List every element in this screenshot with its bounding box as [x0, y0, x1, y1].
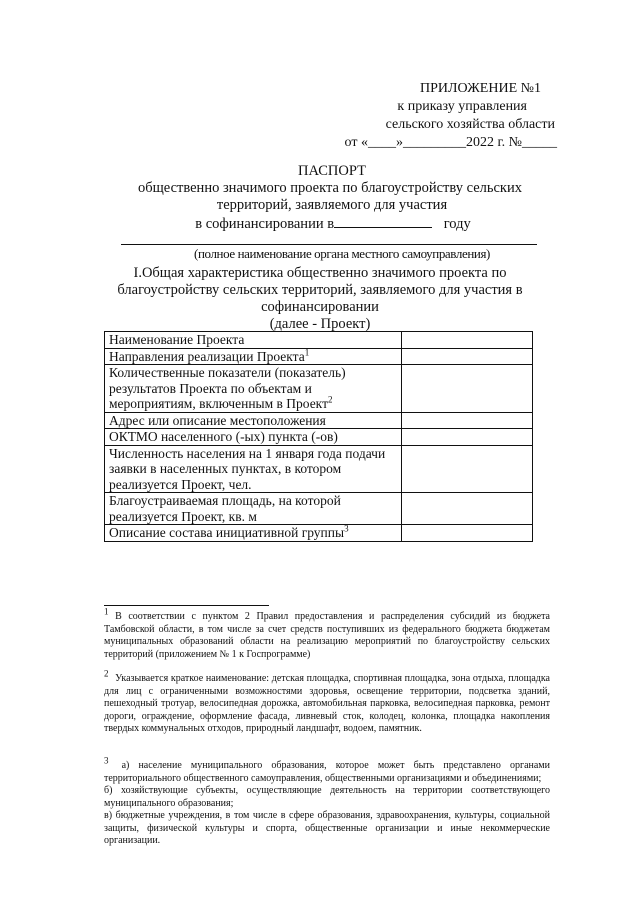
row-label-text: Количественные показатели (показатель) результатов Проекта по объектам и мероприятиям, включенным в Проект [109, 365, 346, 411]
row-label [105, 429, 402, 446]
appendix-title: ПРИЛОЖЕНИЕ №1 [420, 81, 541, 96]
row-label-text: Наименование Проекта [109, 332, 245, 347]
appendix-date-line: от «____»_________2022 г. №_____ [344, 135, 557, 150]
footnote-text: Указывается краткое наименование: детская площадка, спортивная площадка, зона отдыха, площадка для лиц с ограниченными возможностями здоровья, освещение территории, подсветка зданий, пешеходный тротуар, велосипедная дорожка, автомобильная парковка, велосипедная парковка, ремонт дороги, ограждение, оформление фасада, ливневый сток, колодец, колонка, площадка накопления твердых коммунальных отходов, природный ландшафт, водоем, памятник. [104, 673, 550, 734]
row-value-cell[interactable] [402, 445, 533, 493]
row-value-cell[interactable] [402, 332, 533, 349]
footnote-text: В соответствии с пунктом 2 Правил предоставления и распределения субсидий из бюджета Тамбовской области, в том числе за счет средств поступивших из федерального бюджета бюджетам муниципальных образований области на реализацию мероприятий по благоустройству сельских территорий (приложением № 1 к Госпрограмме) [104, 611, 550, 660]
table-row [105, 445, 533, 493]
row-label [105, 332, 402, 349]
table-row [105, 525, 533, 542]
passport-subtitle-2: территорий, заявляемого для участия [216, 197, 448, 213]
footnote-3 [104, 755, 550, 848]
row-value-cell[interactable] [402, 412, 533, 429]
year-blank [334, 214, 432, 228]
footnote-ref[interactable]: 1 [304, 347, 310, 357]
footnote-3-item-a [104, 755, 550, 785]
row-label [105, 348, 402, 365]
section-heading-line-4: (далее - Проект) [269, 316, 371, 332]
org-name-line [121, 244, 537, 245]
row-value-cell[interactable] [402, 429, 533, 446]
footnote-2 [104, 668, 550, 736]
row-value-cell[interactable] [402, 493, 533, 525]
table-row [105, 365, 533, 413]
section-heading-line-2: благоустройству сельских территорий, заявляемого для участия в [117, 282, 523, 298]
row-label-text: Численность населения на 1 января года подачи заявки в населенных пунктах, в котором реализуется Проект, чел. [109, 445, 386, 492]
table-row [105, 493, 533, 525]
passport-subtitle-1: общественно значимого проекта по благоустройству сельских [138, 180, 522, 196]
row-label-text: Направления реализации Проекта [109, 348, 305, 364]
section-heading [0, 265, 640, 333]
passport-year-suffix: году [443, 216, 471, 232]
appendix-agency: сельского хозяйства области [385, 117, 555, 132]
org-name-caption: (полное наименование органа местного самоуправления) [194, 246, 490, 261]
footnote-marker: 3 [104, 755, 109, 766]
footnote-1 [104, 606, 550, 661]
footnote-ref[interactable]: 3 [344, 523, 349, 534]
row-label [105, 412, 402, 429]
footnote-separator [104, 605, 269, 606]
row-value-cell[interactable] [402, 348, 533, 365]
passport-title: ПАСПОРТ [298, 163, 366, 179]
appendix-header [300, 80, 557, 152]
footnote-text: а) население муниципального образования, которое может быть представлено органами территориального общественного самоуправления, общественными организациями и объединениями; [104, 760, 550, 784]
section-heading-line-3: софинансировании [261, 299, 379, 315]
row-label-text: ОКТМО населенного (-ых) пункта (-ов) [109, 429, 338, 444]
table-row [105, 332, 533, 349]
footnote-marker: 2 [104, 668, 109, 679]
row-value-cell[interactable] [402, 365, 533, 413]
passport-table [104, 331, 533, 542]
footnote-ref[interactable]: 2 [327, 394, 333, 405]
footnote-3-item-b: б) хозяйствующие субъекты, осуществляющие деятельность на территории соответствующего муниципального образования; [104, 785, 550, 809]
row-label-text: Описание состава инициативной группы [109, 525, 345, 540]
table-row [105, 412, 533, 429]
row-value-cell[interactable] [402, 525, 533, 542]
footnote-marker: 1 [104, 606, 109, 617]
row-label [105, 365, 402, 413]
row-label [105, 493, 402, 525]
passport-subtitle-3 [0, 214, 640, 233]
row-label [105, 525, 402, 542]
footnote-3-item-c: в) бюджетные учреждения, в том числе в сфере образования, здравоохранения, культуры, социальной защиты, физической культуры и спорта, общественные организации и иные некоммерческие организации. [104, 810, 550, 846]
row-label [105, 445, 402, 493]
section-heading-line-1: I.Общая характеристика общественно значимого проекта по [133, 265, 507, 281]
table-row [105, 348, 533, 365]
row-label-text: Адрес или описание местоположения [109, 412, 326, 428]
appendix-order: к приказу управления [397, 99, 527, 114]
row-label-text: Благоустраиваемая площадь, на которой реализуется Проект, кв. м [109, 493, 341, 524]
passport-heading [0, 163, 640, 233]
passport-year-prefix: в софинансировании в [195, 216, 335, 232]
table-row [105, 429, 533, 446]
